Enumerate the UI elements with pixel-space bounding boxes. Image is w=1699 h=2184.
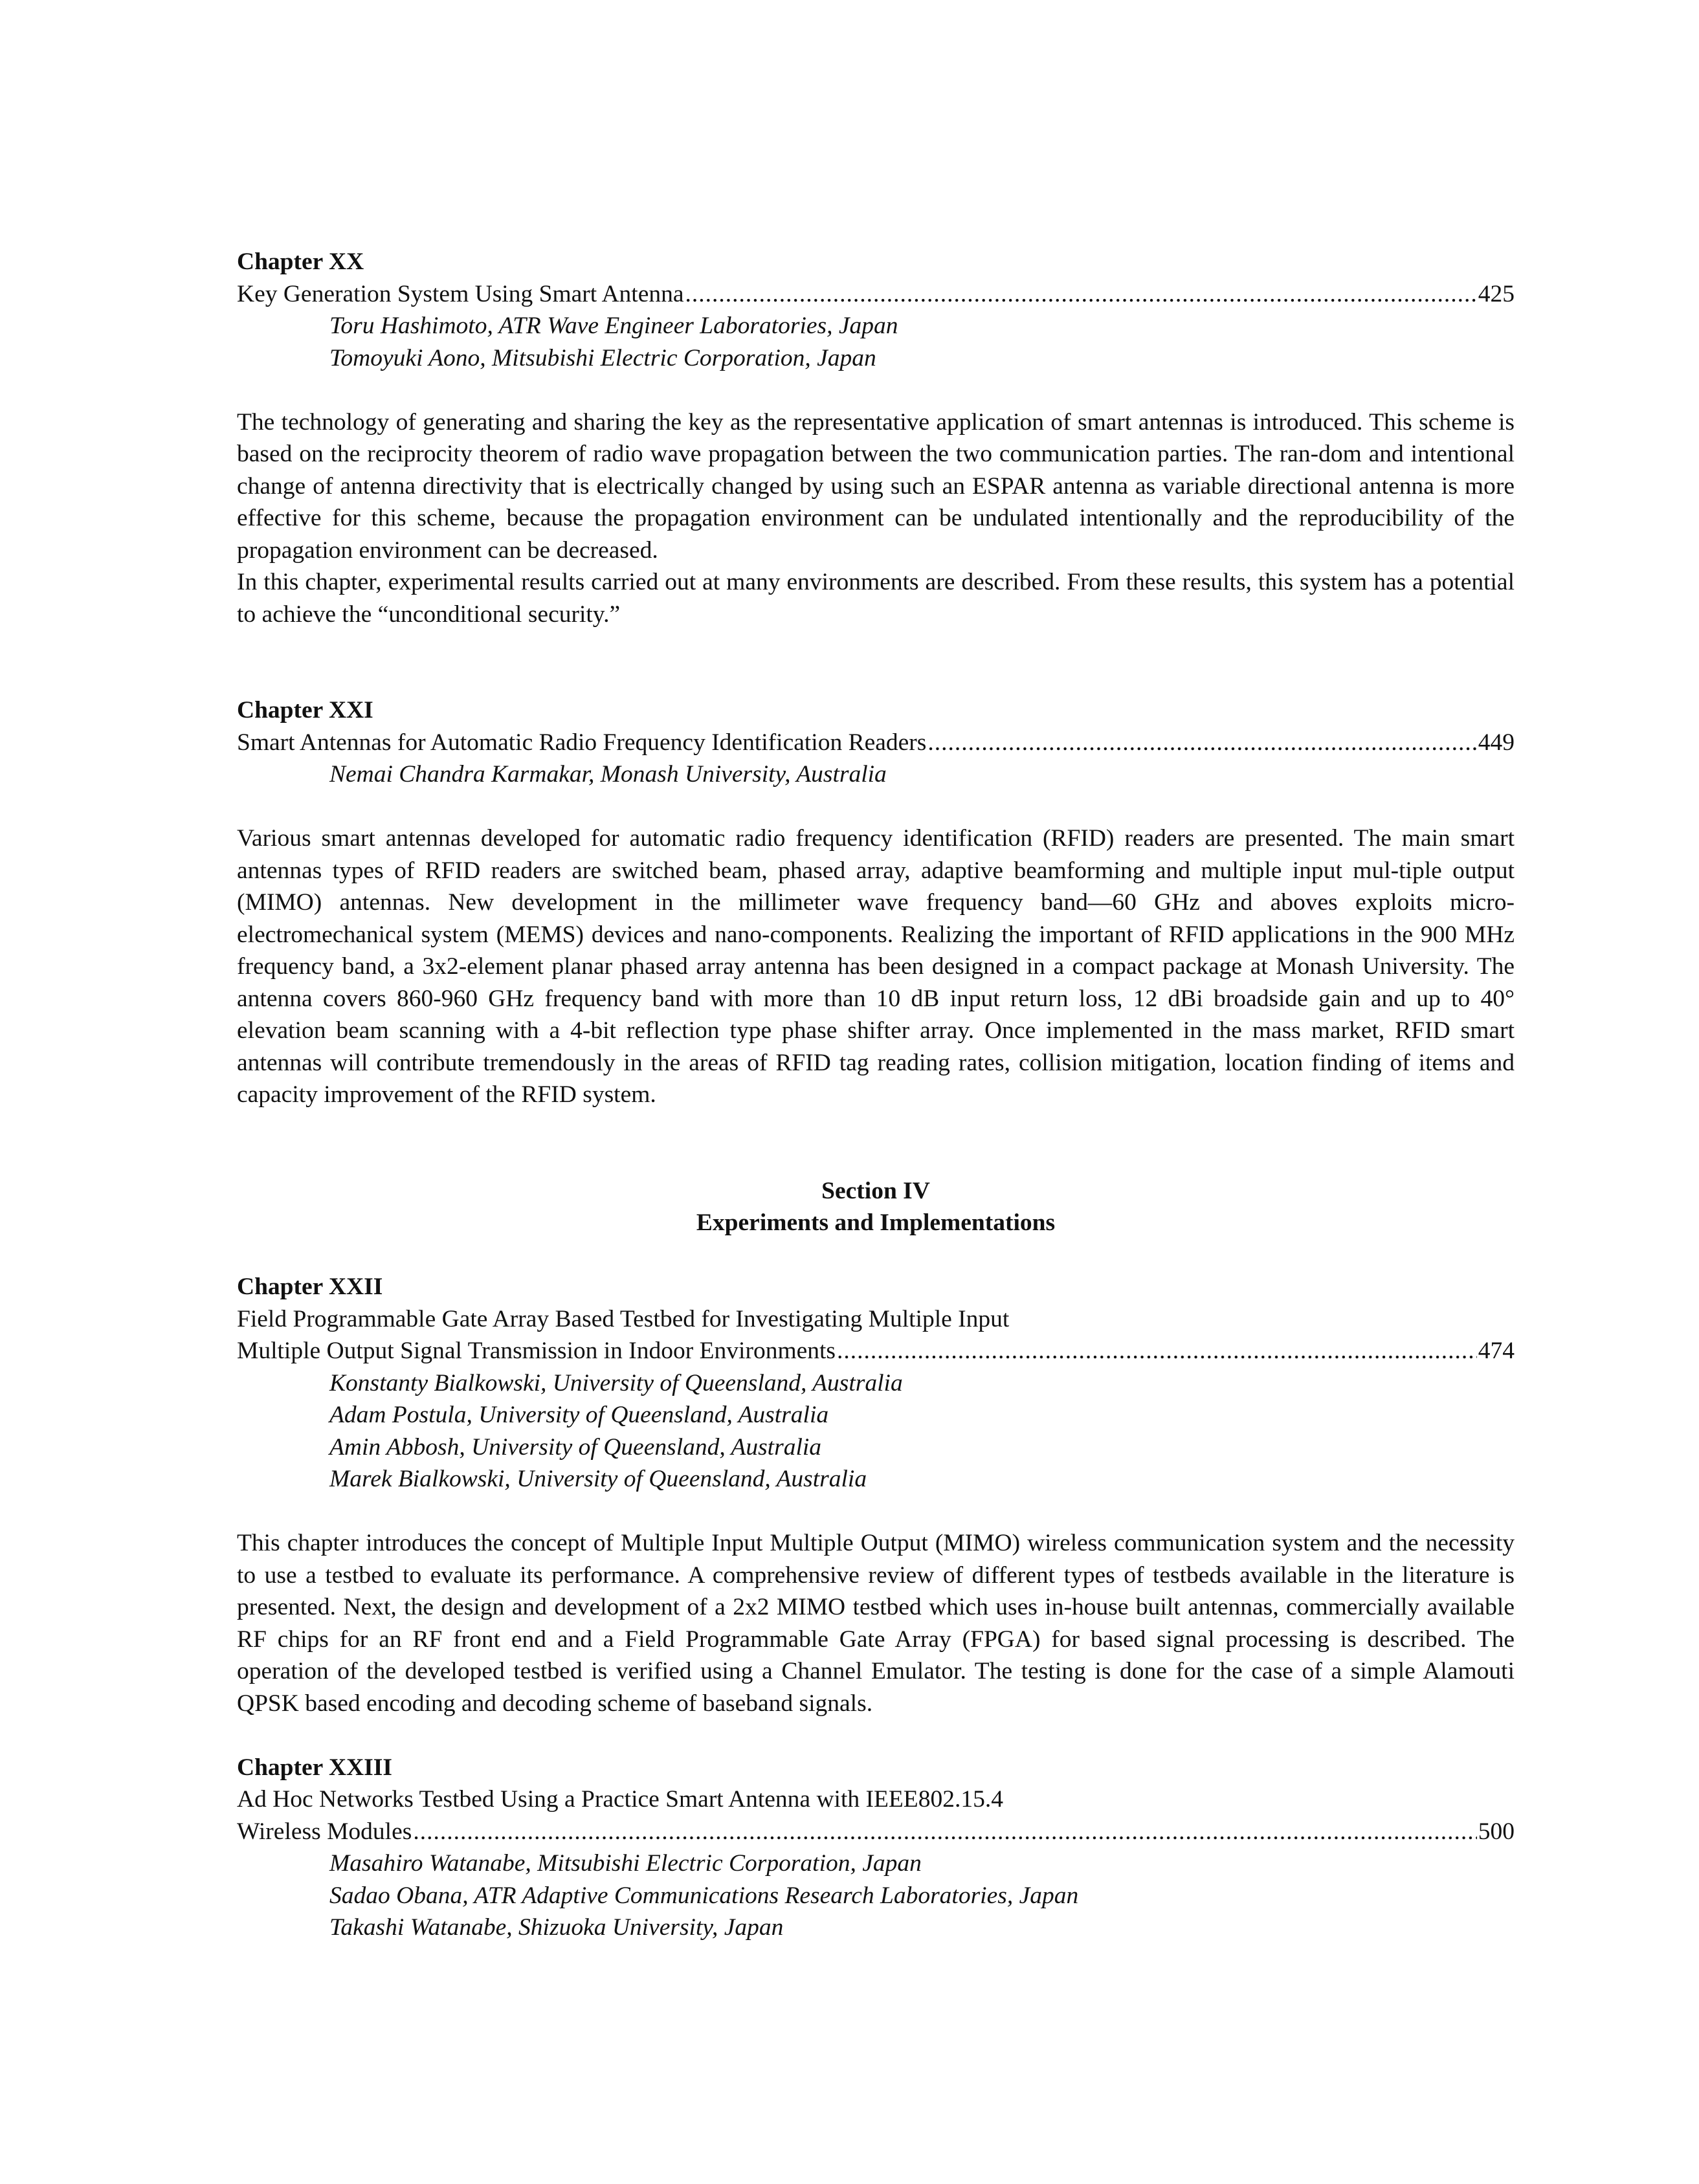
page-number: 500 — [1478, 1818, 1515, 1845]
chapter-author: Toru Hashimoto, ATR Wave Engineer Laboratories, Japan — [329, 313, 898, 339]
chapter-title[interactable]: Wireless Modules — [237, 1818, 412, 1845]
page-number: 449 — [1478, 729, 1515, 756]
abstract-paragraph: The technology of generating and sharing the key as the representative application of smart antennas is introduced. This scheme is based on the reciprocity theorem of radio wave propagation between the two communication parties. The ran-dom and intentional change of antenna directivity that is electrically changed by using such an ESPAR antenna as variable directional antenna is more effective for this scheme, because the propagation environment can be undulated intentionally and the reproducibility of the propagation environment can be decreased. — [237, 408, 1515, 564]
chapter-title-first-line[interactable]: Field Programmable Gate Array Based Testbed for Investigating Multiple Input — [237, 1305, 1010, 1332]
chapter-author: Masahiro Watanabe, Mitsubishi Electric Corporation, Japan — [329, 1850, 922, 1877]
section-heading — [237, 1175, 1515, 1239]
chapter-title-first-line[interactable]: Ad Hoc Networks Testbed Using a Practice Smart Antenna with IEEE802.15.4 — [237, 1786, 1003, 1813]
chapter-author: Nemai Chandra Karmakar, Monash University, Australia — [329, 761, 887, 788]
chapter-label: Chapter XXI — [237, 697, 373, 723]
chapter-abstract — [237, 1527, 1515, 1719]
chapter-author: Amin Abbosh, University of Queensland, Australia — [329, 1433, 822, 1461]
chapter-title[interactable]: Key Generation System Using Smart Antenna — [237, 280, 684, 307]
chapter-entry — [237, 694, 1515, 1111]
chapter-title-line[interactable] — [237, 1816, 1515, 1848]
chapter-author: Marek Bialkowski, University of Queensland, Australia — [329, 1466, 867, 1492]
chapter-label: Chapter XXIII — [237, 1754, 392, 1781]
chapter-author: Sadao Obana, ATR Adaptive Communications Research Laboratories, Japan — [329, 1882, 1079, 1909]
chapter-entry — [237, 246, 1515, 630]
chapter-author: Tomoyuki Aono, Mitsubishi Electric Corporation, Japan — [329, 344, 876, 371]
abstract-paragraph: Various smart antennas developed for automatic radio frequency identification (RFID) readers are presented. The main smart antennas types of RFID readers are switched beam, phased array, adaptive beamforming and multiple input mul-tiple output (MIMO) antennas. New development in the millimeter wave frequency band—60 GHz and aboves exploits micro-electromechanical system (MEMS) devices and nano-components. Realizing the important of RFID applications in the 900 MHz frequency band, a 3x2-element planar phased array antenna has been designed in a compact package at Monash University. The antenna covers 860-960 GHz frequency band with more than 10 dB input return loss, 12 dBi broadside gain and up to 40° elevation beam scanning with a 4-bit reflection type phase shifter array. Once implemented in the mass market, RFID smart antennas will contribute tremendously in the areas of RFID tag reading rates, collision mitigation, location finding of items and capacity improvement of the RFID system. — [237, 825, 1515, 1108]
chapter-abstract — [237, 406, 1515, 631]
chapter-author: Konstanty Bialkowski, University of Queensland, Australia — [329, 1369, 903, 1396]
dot-leader — [927, 727, 1476, 759]
chapter-title[interactable]: Smart Antennas for Automatic Radio Frequency Identification Readers — [237, 729, 927, 756]
page-number: 425 — [1478, 280, 1515, 307]
section-number: Section IV — [821, 1177, 930, 1204]
toc-page — [237, 246, 1515, 1944]
chapter-title-line[interactable] — [237, 727, 1515, 759]
chapter-entry — [237, 1271, 1515, 1719]
chapter-abstract — [237, 822, 1515, 1111]
page-number: 474 — [1478, 1338, 1515, 1364]
chapter-title[interactable]: Multiple Output Signal Transmission in Indoor Environments — [237, 1338, 836, 1364]
chapter-author: Adam Postula, University of Queensland, Australia — [329, 1402, 829, 1428]
abstract-paragraph: This chapter introduces the concept of Multiple Input Multiple Output (MIMO) wireless communication system and the necessity to use a testbed to evaluate its performance. A comprehensive review of different types of testbeds available in the literature is presented. Next, the design and development of a 2x2 MIMO testbed which uses in-house built antennas, commercially available RF chips for an RF front end and a Field Programmable Gate Array (FPGA) for based signal processing is described. The operation of the developed testbed is verified using a Channel Emulator. The testing is done for the case of a simple Alamouti QPSK based encoding and decoding scheme of baseband signals. — [237, 1530, 1515, 1717]
chapter-label: Chapter XXII — [237, 1274, 383, 1300]
dot-leader — [413, 1816, 1476, 1848]
chapter-title-line[interactable] — [237, 1335, 1515, 1367]
chapter-entry — [237, 1752, 1515, 1944]
abstract-paragraph: In this chapter, experimental results carried out at many environments are described. From these results, this system has a potential to achieve the “unconditional security.” — [237, 569, 1515, 628]
dot-leader — [837, 1335, 1477, 1367]
dot-leader — [685, 278, 1477, 311]
chapter-title-line[interactable] — [237, 278, 1515, 311]
chapter-label: Chapter XX — [237, 248, 364, 275]
chapter-author: Takashi Watanabe, Shizuoka University, Japan — [329, 1914, 784, 1941]
section-title: Experiments and Implementations — [696, 1209, 1056, 1236]
